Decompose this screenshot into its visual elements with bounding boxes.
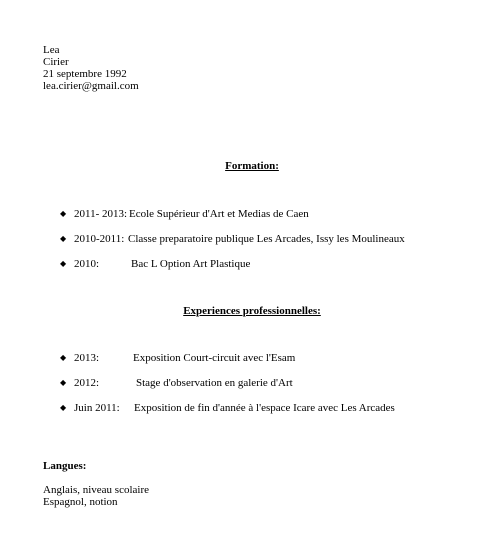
formation-date: 2010: [74,258,100,270]
formation-date: 2010-2011: [74,233,125,245]
bullet-icon: ◆ [60,353,67,362]
experience-desc: Exposition de fin d'année à l'espace Icare avec Les Arcades [134,402,395,414]
experience-desc: Stage d'observation en galerie d'Art [136,377,293,389]
experience-date: Juin 2011: [74,402,120,414]
last-name: Cirier [43,56,69,68]
email: lea.cirier@gmail.com [43,80,139,92]
bullet-icon: ◆ [60,234,67,243]
birth-date: 21 septembre 1992 [43,68,127,80]
first-name: Lea [43,44,60,56]
langue-line: Espagnol, notion [43,496,118,508]
formation-desc: Ecole Supérieur d'Art et Medias de Caen [129,208,309,220]
formation-date: 2011- 2013: [74,208,128,220]
bullet-icon: ◆ [60,378,67,387]
bullet-icon: ◆ [60,209,67,218]
experience-desc: Exposition Court-circuit avec l'Esam [133,352,296,364]
formation-heading: Formation: [225,160,279,172]
formation-desc: Bac L Option Art Plastique [131,258,251,270]
experience-date: 2013: [74,352,100,364]
experience-date: 2012: [74,377,100,389]
bullet-icon: ◆ [60,403,67,412]
formation-desc: Classe preparatoire publique Les Arcades, Issy les Moulineaux [128,233,405,245]
bullet-icon: ◆ [60,259,67,268]
langue-line: Anglais, niveau scolaire [43,484,149,496]
experiences-heading: Experiences professionnelles: [183,305,321,317]
langues-heading: Langues: [43,460,87,472]
langues-block [43,484,149,508]
identity-block [43,44,139,92]
